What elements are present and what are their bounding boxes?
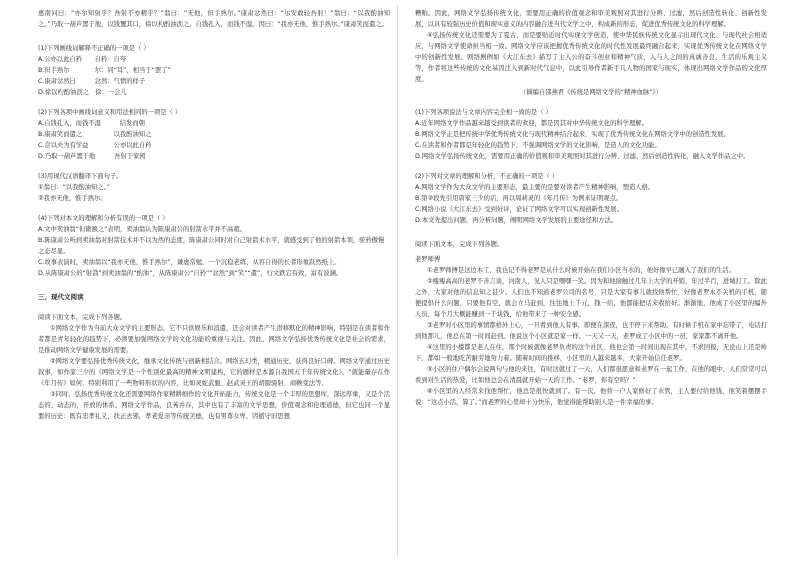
question-3-sentence-1: ①翁曰：“以我酌油知之。” — [38, 184, 110, 191]
article-paragraph-4: ④弘扬传统文化还需要为了夏古，而是要贴近时代实现文学创造，使中华民族传统文化显示出现代文化、与现代社会相适应，与网络文学使命担当相一致。网络文学应该把握优秀传统文化的时代性发展最终融合起来，实现优秀传统文化在网络文学中的创新性发展。网络剧例如《大江东去》描写了主人公的奋斗创业和精神气质，人与人之间的真诚善良、生活的乐观主义等，作者将这些传统的文化基因注入到新时代气息中，以此引导作者新手几人物的国家与现实，体现出网络文学作品的文化厚度。 — [415, 32, 767, 83]
question-4-option-d: D.从陈康肃公的“射箭”到卖油翁的“酌油”，从陈康肃公“自矜”“忿然”到“笑”“遣”，行文跌宕有致，富有波澜。 — [38, 270, 343, 277]
question-4-option-a: A.文中卖油翁“但微颔之”表明，卖油翁认为陈康肃公的射箭水平并不高超。 — [38, 226, 246, 233]
question-4-option-b: B.陈康肃公听到卖油翁对射箭技术并不以为然的态度，陈康肃公同时对自己射箭术水平，就感受到了他的射箭本领，骄矜傲慢之态尽显。 — [38, 237, 385, 255]
story-paragraph-2: ②瘦瘦高高的老罗不善言谈，河南人，见人只是嘿嘿一笑。因为和他接触过几年上大学的开销，年过半百，进城打工。除此之外，大家对他的信息知之甚少。人们也不知道老罗公司的名号，只是大家有事儿就找他帮忙，好像老罗永不关机的手机，随便提供什么问题，只要他有空，就会立马赶到，往往地上千元，钱一给，他都能把话来收拾好。渐渐地，他成了小区里的编外人员，每个月大概能赚到一千块钱，给他带来了一种安全感。 — [415, 278, 767, 318]
reading-question-1-option-b: B.网络文学正是把传统中华优秀传统文化与现代精神结合起来，实现了优秀传统文化在网络文学中的创造性发展。 — [415, 131, 730, 138]
article-paragraph-2: ②网络文学要弘扬优秀传统文化，继承文化传统与创新相结合。网络玄幻类，精通历史，获得良好口碑。网络文学通过历史叙事，如作家三少的《网络文学是一个性别化最高的精神文明建构，它的题材是本源自我国五千年传统文化》，“就能量存在作《年月传》如何，特别利用了一些物料形状的内容，比如灵蛇武魁、赵武灵王的胡服骑射、商鞅变法等。 — [38, 358, 390, 387]
story-paragraph-6: ⑥小区里的人经常来找他帮忙，他总是很快就到了。有一次，他替一户人家修好了水管，主人要付给他钱，他笑着摆摆手说：“这点小活，算了。”而老罗的心里却十分快乐，他觉得能帮助别人是一件幸福的事。 — [415, 388, 767, 406]
story-paragraph-5: ⑤小区的住户偶尔会说两句与他的来往，有时这就过了一天，人们都很愿意和老罗在一起工作，在他的眼中，人们常常可以看到对生活的热爱，比如他总会在清晨就开始一天的工作。“老罗，你有空吗？” — [415, 366, 767, 384]
section-heading: 三、现代文阅读 — [38, 293, 84, 301]
reading-intro: 阅读下面文本，完成下列各题。 — [38, 314, 127, 321]
column-divider — [397, 6, 398, 556]
question-1-option-d: D.徐以杓酌油沥之 徐：一会儿 — [38, 89, 127, 96]
question-1-option-c: C.康肃忿然曰 忿然：气愤的样子 — [38, 78, 146, 85]
question-2-option-d: D.乃取一葫芦置于地 吾射于家园 — [38, 153, 146, 160]
question-2-stem: (2)下列各项中画线词意义和用法相同的一项是（ ） — [38, 109, 182, 116]
question-2-option-b: B.康肃笑而遣之 以我酌油知之 — [38, 131, 152, 138]
story-paragraph-4: ④这里的小楼都是老人在住，那个时候就像老罗负责的这个社区，他也会第一时间出现在其中，不求回报，无论山上还是岭下，都如一般地吃苦耐劳地努力着。随着时间的推移，小区里的人越来越多，大家开始信任老罗。 — [415, 344, 767, 362]
reading-question-2-stem: (2)下列对文章的理解和分析，不正确的一项是（ ） — [415, 173, 559, 180]
story-paragraph-1: ①老罗师傅是这边木工，我也记不得老罗是从什么时候开始在我们小区当水的，他好像早已融入了我们的生活。 — [427, 267, 735, 274]
story-title: 老罗师傅 — [415, 256, 441, 263]
left-column — [38, 8, 390, 422]
story-intro: 阅读下面文本，完成下列各题。 — [415, 241, 504, 248]
question-1-option-a: A.公亦以此自矜 自矜：自夸 — [38, 56, 127, 63]
article-source: （摘编自邵燕君《传统是网络文学的“精神血脉”》） — [520, 89, 662, 96]
article-paragraph-3: ③同时，弘扬优秀传统文化还需要网络作家精耕细作的文化开拓能力，传统文化是一个丰厚的思想库，深远厚重，又是个活态的、动态的，开放的体系。网络文学作品，良莠并存，其中也有了丰富的文学思想，价值观念和伦理道德，但它也同一个显要的历史：既有忠孝礼义，扶正去邪，孝老爱亲等传统美德，也有男尊女卑、因循守旧思想 — [38, 391, 390, 420]
reading-question-1-stem: (1)下列各项说法与文章内容完全相一致的是（ ） — [415, 109, 552, 116]
article-paragraph-1: ①网络文学作为当前大众文学的主要形态，它不只供娱乐和消遣，还会对读者产生潜移默化的精神影响，特别是在读者和作者都是青年轻化的趋势下，必须要加强网络文学的文化功能的重视与关注。因此，网络文学弘扬优秀传统文化是社会的需求，是推动网络文学健康发展的需要。 — [38, 325, 390, 354]
question-1-option-b: B.但手熟尔 尔：同“耳”，相当于“罢了” — [38, 67, 171, 74]
question-1-stem: (1)下列画线词解释不正确的一项是（ ） — [38, 45, 150, 52]
article-paragraph-3-cont: 糟粕。因此，网络文学弘扬传统文化，需要用正确的价值观念和审美观照对其进行分辨、过滤，然后创造性转化、创新性发展，以具有较强历史价值和现实意义的内容融合进当代文学之中，构成新的形态，促进优秀传统文化的科学理解。 — [415, 10, 767, 28]
question-2-option-c: C.尝以夫为有学益 公亦以此自矜 — [38, 142, 152, 149]
reading-question-2-option-d: D.本文先提出问题，再分析问题，阐明网络文学发展的主要途径和方法。 — [415, 217, 618, 224]
question-4-stem: (4)下列对本文的理解和分析有误的一项是（ ） — [38, 215, 169, 222]
reading-question-1-option-c: C.在读者和作者都是年轻化的趋势下，不强调网络文学的文化影响，是造人的文化功能。 — [415, 142, 661, 149]
question-3-sentence-2: ②我亦无他，惟手熟尔。 — [38, 195, 107, 202]
story-paragraph-3: ③老罗对小区里的事情都格外上心，一旦看到他人有事，即便在深夜，也不停下来帮助。有时候手机在家中忘带了，电话打到他那儿，他总在第一时间赶到。他说这个小区就是家一样。一天又一天，老罗成了小区中的一员，家家都不离开他。 — [415, 322, 767, 340]
reading-question-2-option-a: A.网络文学作为大众文学的主要形态，最主要的是要对读者产生精神影响，塑造人格。 — [415, 184, 655, 191]
question-3-stem: (3)用现代汉语翻译下面句子。 — [38, 173, 123, 180]
question-2-option-a: A.自钱孔入，而钱不湿 结发而朝 — [38, 120, 145, 127]
right-column — [415, 8, 767, 408]
reading-question-2-option-b: B.第②段先引用唐家三少的话，再以周莉灵的《年月传》为例来证明观点。 — [415, 195, 623, 202]
reading-question-1-option-d: D.网络文学弘扬传统文化，需要用正确的价值观和审美观照对其进行分辨、过滤，然后创造性转化，融入文学作品之中。 — [415, 153, 750, 160]
question-4-option-c: C.故事表演时，卖油翁以“我亦无他，惟手熟尔”，谦虚常勉，一个沉稳老练、从容自得的长者形象跃然纸上。 — [38, 259, 341, 266]
reading-question-1-option-a: A.近年网络文学作品越来越受到读者的欢迎，都是因其对中华传统文化的科学理解。 — [415, 120, 648, 127]
reading-question-2-option-c: C.网络小说《大江东去》受到好评，论证了网络文学可以实现创新性发展。 — [415, 206, 623, 213]
classical-text: 惠南问曰：“亦尔知射乎？吾射不亦精乎？”翁曰：“无他，但手熟尔。”康肃忿然曰：“尔安敢轻吾射！”翁曰：“以我酌油知之。”乃取一葫芦置于地，以钱覆其口，徐以杓酌油沥之，自钱孔入，而钱不湿。因曰：“我亦无他，惟手熟尔。”康肃笑而遣之。 — [38, 10, 390, 28]
